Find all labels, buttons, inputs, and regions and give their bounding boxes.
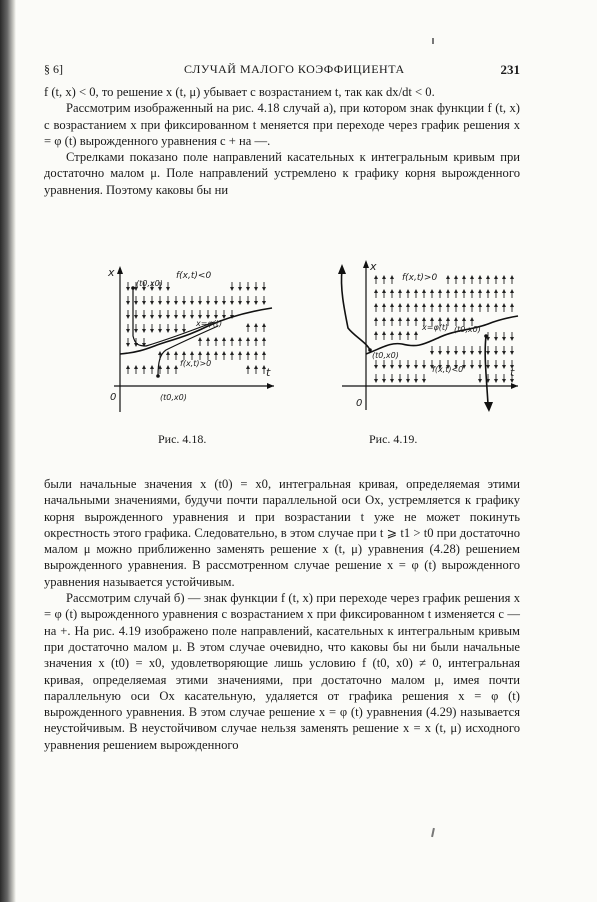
field-arrowhead [510,275,514,279]
field-arrowhead [390,379,394,383]
field-arrowhead [438,317,442,321]
initial-point-upper [131,286,135,290]
x-axis-arrowhead [117,266,123,274]
field-arrowhead [238,337,242,341]
field-arrowhead [246,287,250,291]
field-arrowhead [454,289,458,293]
field-arrowhead [134,329,138,333]
field-arrowhead [398,289,402,293]
field-arrowhead [454,351,458,355]
field-arrowhead [174,351,178,355]
field-arrowhead [166,365,170,369]
book-spine-shadow [0,0,16,902]
field-arrowhead [214,337,218,341]
origin-label: 0 [110,392,117,403]
field-arrowhead [478,365,482,369]
field-arrowhead [390,365,394,369]
point-label-lower: (t0,x0) [160,393,187,402]
field-arrowhead [470,365,474,369]
field-arrowhead [470,289,474,293]
field-arrowhead [390,289,394,293]
field-arrowhead [470,351,474,355]
field-arrowhead [406,289,410,293]
region-label-bottom: f(x,t)<0 [432,365,464,374]
field-arrowhead [254,287,258,291]
field-arrowhead [126,343,130,347]
field-arrowhead [374,275,378,279]
field-arrowhead [510,337,514,341]
t-axis-label: t [266,366,271,379]
field-arrowhead [470,303,474,307]
field-arrowhead [494,303,498,307]
point-label-left: (t0,x0) [372,351,399,360]
field-arrowhead [198,301,202,305]
field-arrowhead [414,365,418,369]
field-arrowhead [398,317,402,321]
field-arrowhead [374,317,378,321]
x-axis-arrowhead [363,260,369,268]
field-arrowhead [142,329,146,333]
field-arrowhead [390,303,394,307]
field-arrowhead [478,303,482,307]
field-arrowhead [510,351,514,355]
figure-caption: Рис. 4.18. [158,432,207,446]
field-arrowhead [262,287,266,291]
field-arrowhead [254,365,258,369]
region-label-top: f(x,t)<0 [176,271,212,281]
curve-label: x=φ(t) [422,323,449,332]
field-arrowhead [214,351,218,355]
paragraph: Стрелками показано поле направлений касательных к интегральным кривым при достаточно малом μ. Поле направлений устремлено к графику корня вырожденного уравнения. Поэтому каковы бы ни [44,150,520,197]
field-arrowhead [502,365,506,369]
initial-point-right [484,334,488,338]
field-arrowhead [230,301,234,305]
field-arrowhead [454,275,458,279]
field-arrowhead [382,303,386,307]
field-arrowhead [430,289,434,293]
region-label-bottom: f(x,t)>0 [180,359,212,368]
field-arrowhead [382,331,386,335]
field-arrowhead [494,289,498,293]
field-arrowhead [462,289,466,293]
field-arrowhead [406,317,410,321]
field-arrowhead [414,289,418,293]
field-arrowhead [230,337,234,341]
field-arrowhead [150,315,154,319]
field-arrowhead [494,365,498,369]
field-arrowhead [398,331,402,335]
field-arrowhead [422,379,426,383]
field-arrowhead [398,365,402,369]
field-arrowhead [238,351,242,355]
field-arrowhead [142,315,146,319]
field-arrowhead [494,379,498,383]
field-arrowhead [198,337,202,341]
field-arrowhead [478,275,482,279]
field-arrowhead [382,317,386,321]
field-arrowhead [502,289,506,293]
field-arrowhead [510,303,514,307]
field-arrowhead [454,303,458,307]
field-arrowhead [206,351,210,355]
t-axis-label: t [510,366,515,379]
initial-point-lower [156,374,160,378]
field-arrowhead [494,275,498,279]
field-arrowhead [166,315,170,319]
field-arrowhead [502,275,506,279]
field-arrowhead [214,301,218,305]
field-arrowhead [502,337,506,341]
region-label-top: f(x,t)>0 [402,273,438,283]
field-arrowhead [150,329,154,333]
field-arrowhead [462,317,466,321]
page-number: 231 [500,62,520,77]
field-arrowhead [390,317,394,321]
field-arrowhead [470,275,474,279]
point-label-upper: (t0,x0) [136,279,163,288]
field-arrowhead [414,303,418,307]
integral-curve-left-arrowhead [338,264,346,274]
field-arrowhead [446,289,450,293]
field-arrowhead [374,289,378,293]
field-arrowhead [438,289,442,293]
field-arrowhead [142,301,146,305]
field-arrowhead [174,365,178,369]
field-arrowhead [502,379,506,383]
field-arrowhead [166,287,170,291]
section-number: § 6] [44,62,63,76]
integral-curve-right-arrowhead [484,402,493,412]
field-arrowhead [414,331,418,335]
field-arrowhead [134,315,138,319]
field-arrowhead [510,289,514,293]
field-arrowhead [446,275,450,279]
field-arrowhead [126,365,130,369]
field-arrowhead [222,337,226,341]
field-arrowhead [134,301,138,305]
field-arrowhead [462,351,466,355]
field-arrowhead [470,317,474,321]
field-arrowhead [446,317,450,321]
field-arrowhead [438,351,442,355]
field-arrowhead [254,337,258,341]
x-axis-label: x [108,266,115,279]
field-arrowhead [446,351,450,355]
field-arrowhead [150,301,154,305]
field-arrowhead [246,337,250,341]
field-arrowhead [158,315,162,319]
paragraph: Рассмотрим изображенный на рис. 4.18 случай а), при котором знак функции f (t, x) с возрастанием x при фиксированном t меняется при переходе через график решения x = φ (t) вырожденного уравнения с + на —. [44,101,520,148]
field-arrowhead [158,301,162,305]
phi-curve [120,308,272,354]
field-arrowhead [206,337,210,341]
field-arrowhead [158,329,162,333]
field-arrowhead [478,289,482,293]
x-axis-label: x [370,260,377,273]
curve-label: x=φ(t) [196,319,223,328]
field-arrowhead [246,323,250,327]
print-speck [431,828,435,837]
field-arrowhead [430,303,434,307]
field-arrowhead [462,303,466,307]
field-arrowhead [246,301,250,305]
field-arrowhead [406,331,410,335]
field-arrowhead [486,289,490,293]
field-arrowhead [422,303,426,307]
field-arrowhead [198,351,202,355]
field-arrowhead [254,301,258,305]
field-arrowhead [182,351,186,355]
field-arrowhead [382,289,386,293]
field-arrowhead [166,329,170,333]
field-arrowhead [398,379,402,383]
field-arrowhead [414,317,418,321]
field-arrowhead [238,301,242,305]
field-arrowhead [126,301,130,305]
field-arrowhead [134,365,138,369]
field-arrowhead [406,379,410,383]
field-arrowhead [238,287,242,291]
field-arrowhead [190,351,194,355]
field-arrowhead [126,315,130,319]
phi-curve [366,316,518,354]
print-speck [432,38,434,44]
field-arrowhead [390,331,394,335]
field-arrowhead [230,287,234,291]
field-arrowhead [262,337,266,341]
field-arrowhead [262,351,266,355]
figure-caption: Рис. 4.19. [369,432,418,446]
field-arrowhead [374,379,378,383]
field-arrowhead [126,329,130,333]
field-arrowhead [254,323,258,327]
field-arrowhead [374,365,378,369]
field-arrowhead [382,379,386,383]
field-arrowhead [446,303,450,307]
field-arrowhead [478,379,482,383]
field-arrowhead [246,351,250,355]
field-arrowhead [374,331,378,335]
field-arrowhead [174,329,178,333]
field-arrowhead [454,317,458,321]
figure-4-19 [322,258,522,414]
field-arrowhead [182,301,186,305]
field-arrowhead [206,301,210,305]
field-arrowhead [502,303,506,307]
t-axis-arrowhead [267,383,274,389]
field-arrowhead [430,317,434,321]
point-label-right: (t0,x0) [454,325,481,334]
field-arrowhead [398,303,402,307]
field-arrowhead [182,315,186,319]
text-block-top [44,84,520,198]
field-arrowhead [230,351,234,355]
field-arrowhead [374,303,378,307]
field-arrowhead [478,351,482,355]
field-arrowhead [406,303,410,307]
t-axis-arrowhead [511,383,518,389]
field-arrowhead [406,365,410,369]
field-arrowhead [222,351,226,355]
field-arrowhead [262,301,266,305]
field-arrowhead [486,351,490,355]
paragraph: были начальные значения x (t0) = x0, интегральная кривая, определяемая этими начальными значениями, будучи почти параллельной оси Ox, устремляется к графику корня вырожденного уравнения и при возрастании t уже не может покинуть окрестность этого графика. Следовательно, в этом случае при t ⩾ t1 > t0 при достаточно малом μ можно приближенно заменять решение x (t, μ) уравнения (4.28) решением вырожденного уравнения. В рассмотренном случае решение x = φ (t) вырожденного уравнения называется устойчивым. [44,477,520,589]
field-arrowhead [262,323,266,327]
field-arrowhead [246,365,250,369]
field-arrowhead [190,315,194,319]
field-arrowhead [222,301,226,305]
field-arrowhead [142,365,146,369]
field-arrowhead [430,351,434,355]
field-arrowhead [422,289,426,293]
field-arrowhead [414,379,418,383]
field-arrowhead [438,303,442,307]
figure-4-18 [96,262,278,418]
origin-label: 0 [356,398,363,409]
field-arrowhead [382,275,386,279]
field-arrowhead [150,365,154,369]
text-block-bottom [44,476,520,753]
field-arrowhead [510,379,514,383]
field-arrowhead [502,351,506,355]
field-arrowhead [190,301,194,305]
field-arrowhead [390,275,394,279]
field-arrowhead [166,301,170,305]
field-arrowhead [494,351,498,355]
paragraph: Рассмотрим случай б) — знак функции f (t, x) при переходе через график решения x = φ (t) вырожденного уравнения с возрастанием x при фиксированном t изменяется с — на +. На рис. 4.19 изображено поле направлений, касательных к интегральным кривым при достаточно малом μ. В этом случае очевидно, что каковы бы ни были начальные значения x (t0) = x0, удовлетворяющие лишь условию f (t0, x0) ≠ 0, интегральная кривая, определяемая этими значениями, при достаточно малом μ, имея почти параллельную оси Ox касательную, удаляется от графика решения x = φ (t) вырожденного уравнения. В этом случае решение x = φ (t) уравнения (4.29) называется неустойчивым. В неустойчивом случае нельзя заменять решение x = x (t, μ) исходного уравнения решением вырожденного [44,591,520,752]
field-arrowhead [422,365,426,369]
field-arrowhead [166,351,170,355]
field-arrowhead [486,275,490,279]
field-arrowhead [382,365,386,369]
paragraph: f (t, x) < 0, то решение x (t, μ) убывает с возрастанием t, так как dx/dt < 0. [44,85,435,99]
field-arrowhead [174,315,178,319]
field-arrowhead [254,351,258,355]
field-arrowhead [126,287,130,291]
field-arrowhead [462,275,466,279]
field-arrowhead [174,301,178,305]
field-arrowhead [422,317,426,321]
running-title: СЛУЧАЙ МАЛОГО КОЭФФИЦИЕНТА [184,62,405,76]
field-arrowhead [494,337,498,341]
field-arrowhead [486,303,490,307]
integral-curve-upper [133,288,214,346]
